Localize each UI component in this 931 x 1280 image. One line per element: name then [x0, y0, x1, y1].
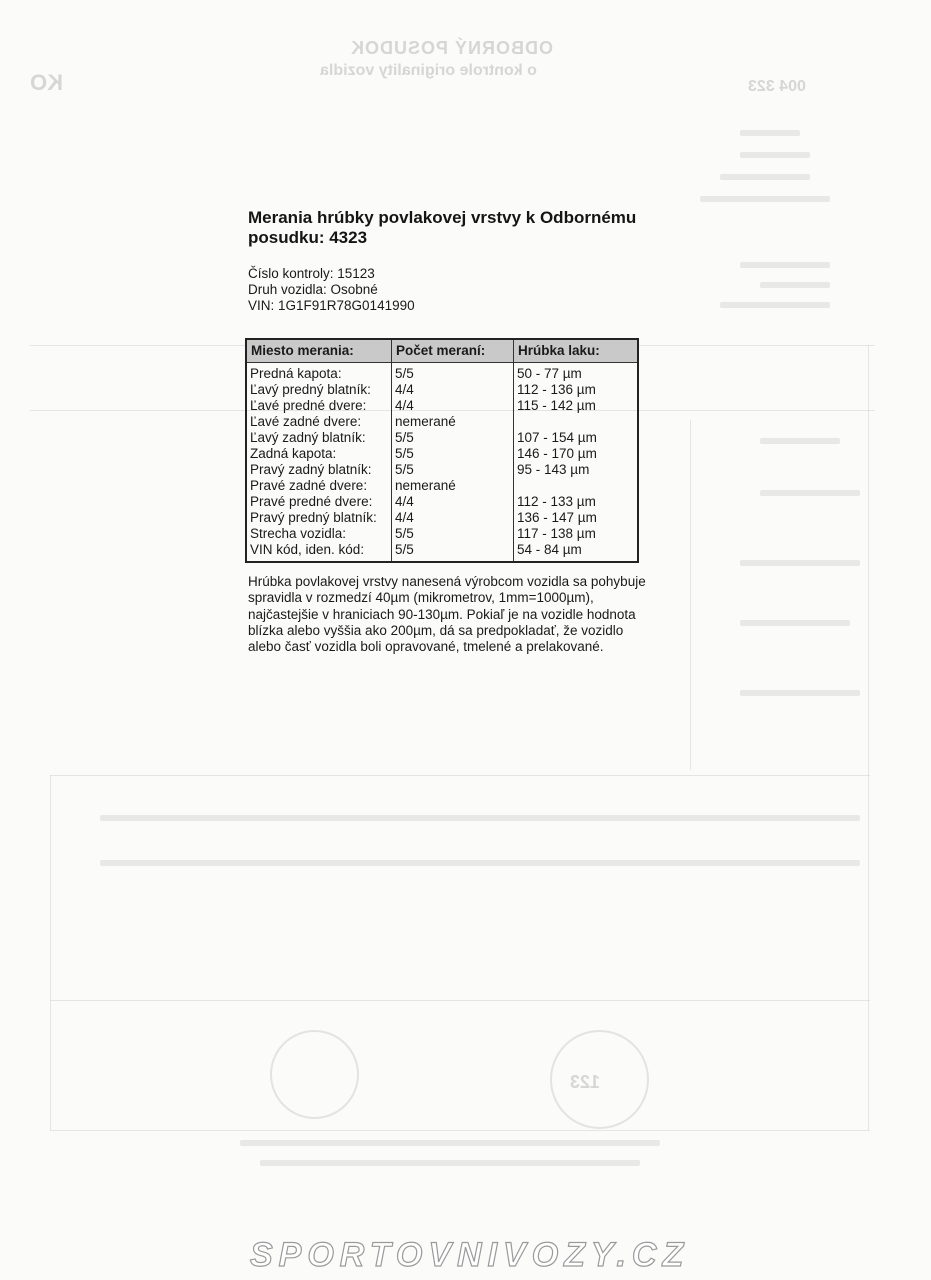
cell-count: 5/5 [392, 430, 514, 446]
show-through-text [760, 490, 860, 496]
show-through-rule [50, 1000, 870, 1001]
cell-thickness: 117 - 138 µm [517, 526, 596, 541]
table-row [246, 382, 638, 398]
column-header-location: Miesto merania: [246, 339, 392, 363]
show-through-text [100, 860, 860, 866]
cell-thickness: 50 - 77 µm [517, 366, 582, 381]
show-through-text [740, 152, 810, 158]
show-through-text [720, 174, 810, 180]
show-through-rule [50, 1130, 870, 1131]
cell-location: Ľavý predný blatník: [246, 382, 392, 398]
explanatory-note: Hrúbka povlakovej vrstvy nanesená výrobcom vozidla sa pohybuje spravidla v rozmedzí 40µm (mikrometrov, 1mm=1000µm), najčastejšie v hraniciach 90-130µm. Pokiaľ je na vozidle hodnota blízka alebo vyššia ako 200µm, dá sa predpokladať, že vozidlo alebo časť vozidla boli opravované, tmelené a prelakované. [248, 574, 646, 655]
cell-thickness: 112 - 136 µm [517, 382, 596, 397]
cell-location: Strecha vozidla: [246, 526, 392, 542]
show-through-text [760, 282, 830, 288]
cell-thickness: 146 - 170 µm [517, 446, 597, 461]
table-row [246, 430, 638, 446]
cell-location: Predná kapota: [246, 363, 392, 383]
show-through-number: 004 323 [748, 78, 806, 95]
cell-count: 5/5 [392, 363, 514, 383]
cell-count: 4/4 [392, 494, 514, 510]
document-title [248, 208, 668, 248]
show-through-text [740, 620, 850, 626]
cell-location: Pravý zadný blatník: [246, 462, 392, 478]
vin: VIN: 1G1F91R78G0141990 [248, 298, 415, 313]
show-through-rule [868, 345, 869, 1130]
table-row [246, 414, 638, 430]
table-row [246, 478, 638, 494]
paint-thickness-table [245, 338, 639, 563]
show-through-text [700, 196, 830, 202]
show-through-stamp [270, 1030, 359, 1119]
cell-thickness: 107 - 154 µm [517, 430, 597, 445]
cell-thickness [514, 478, 639, 494]
show-through-code: KO [30, 70, 63, 95]
show-through-text [740, 690, 860, 696]
table-row [246, 542, 638, 562]
table-row [246, 398, 638, 414]
cell-location: Ľavý zadný blatník: [246, 430, 392, 446]
cell-count: 5/5 [392, 446, 514, 462]
cell-thickness: 95 - 143 µm [517, 462, 590, 477]
cell-count: nemerané [392, 478, 514, 494]
cell-thickness: 115 - 142 µm [517, 398, 596, 413]
table-row [246, 462, 638, 478]
cell-location: Ľavé predné dvere: [246, 398, 392, 414]
vehicle-type: Druh vozidla: Osobné [248, 282, 378, 297]
cell-count: 5/5 [392, 542, 514, 562]
document-title-line2: posudku: 4323 [248, 228, 368, 247]
show-through-stamp-number: 123 [570, 1072, 601, 1092]
cell-count: 4/4 [392, 510, 514, 526]
document-title-line1: Merania hrúbky povlakovej vrstvy k Odbornému [248, 208, 637, 227]
cell-location: Pravé zadné dvere: [246, 478, 392, 494]
column-header-thickness: Hrúbka laku: [514, 339, 639, 363]
column-header-count: Počet meraní: [392, 339, 514, 363]
show-through-text [260, 1160, 640, 1166]
cell-count: 4/4 [392, 398, 514, 414]
table-row [246, 510, 638, 526]
show-through-subtitle: o kontrole originality vozidla [320, 62, 537, 79]
cell-thickness: 136 - 147 µm [517, 510, 597, 525]
table-row [246, 446, 638, 462]
cell-location: Pravé predné dvere: [246, 494, 392, 510]
document-header [248, 208, 668, 314]
cell-count: 5/5 [392, 462, 514, 478]
cell-count: 5/5 [392, 526, 514, 542]
show-through-text [100, 815, 860, 821]
show-through-text [740, 130, 800, 136]
table-row [246, 526, 638, 542]
show-through-rule [50, 775, 870, 776]
show-through-rule [50, 775, 51, 1130]
show-through-title: ODBORNÝ POSUDOK [350, 38, 554, 58]
show-through-text [740, 560, 860, 566]
table-row [246, 494, 638, 510]
show-through-rule [690, 420, 691, 770]
table-row [246, 363, 638, 383]
cell-location: Ľavé zadné dvere: [246, 414, 392, 430]
inspection-meta [248, 266, 668, 314]
cell-location: VIN kód, iden. kód: [246, 542, 392, 562]
cell-thickness [514, 414, 639, 430]
table-header-row [246, 339, 638, 363]
show-through-text [740, 262, 830, 268]
show-through-text [760, 438, 840, 444]
cell-count: 4/4 [392, 382, 514, 398]
cell-thickness: 54 - 84 µm [517, 542, 582, 557]
control-number: Číslo kontroly: 15123 [248, 266, 375, 281]
show-through-text [240, 1140, 660, 1146]
cell-location: Pravý predný blatník: [246, 510, 392, 526]
site-watermark: SPORTOVNIVOZY.CZ [250, 1236, 690, 1274]
cell-count: nemerané [392, 414, 514, 430]
show-through-text [720, 302, 830, 308]
cell-thickness: 112 - 133 µm [517, 494, 596, 509]
cell-location: Zadná kapota: [246, 446, 392, 462]
